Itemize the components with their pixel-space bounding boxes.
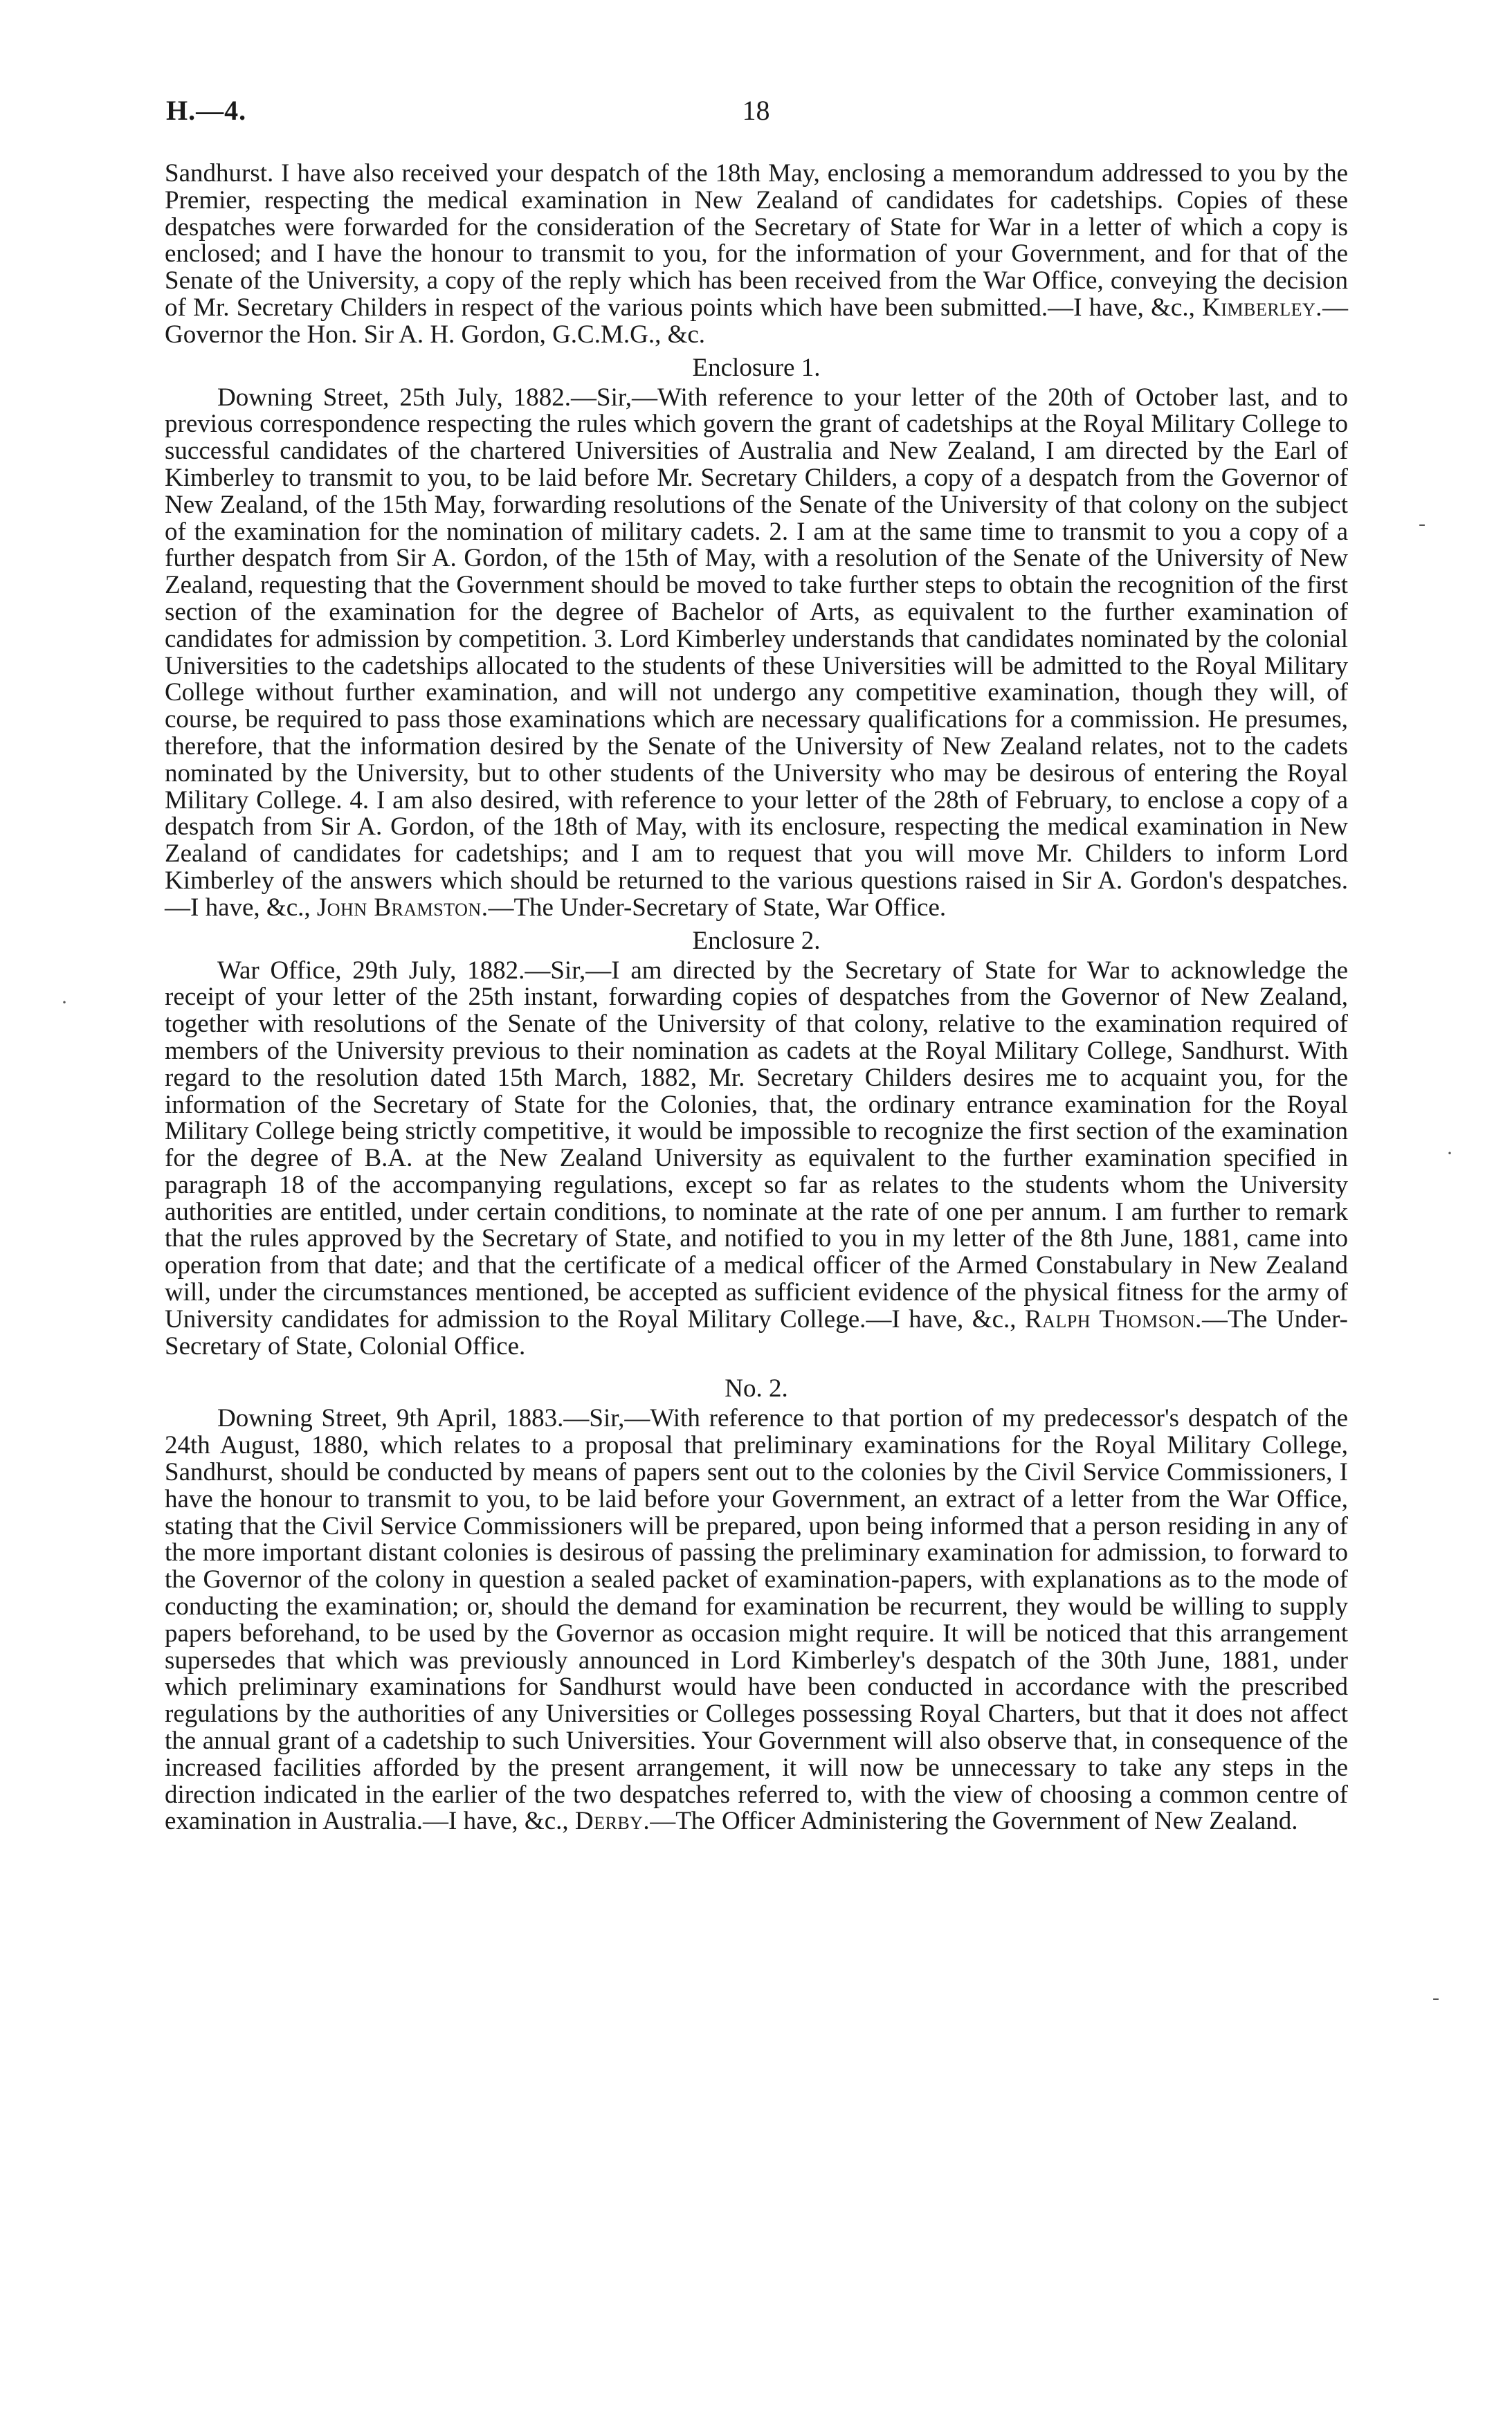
enclosure-1-text: Downing Street, 25th July, 1882.—Sir,—With reference to your letter of the 20th of October last, and to previous correspondence respecting the rules which govern the grant of cadetships at the Royal Military College to successful candidates of the chartered Universities of Australia and New Zealand, I am directed by the Earl of Kimberley to transmit to you, to be laid before Mr. Secretary Childers, a copy of a despatch from the Governor of New Zealand, of the 15th May, forwarding resolutions of the Senate of the University of that colony on the subject of the examination for the nomination of military cadets. 2. I am at the same time to transmit to you a copy of a further despatch from Sir A. Gordon, of the 15th of May, with a resolution of the Senate of the University of New Zealand, requesting that the Government should be moved to take further steps to obtain the recognition of the first section of the examination for the degree of Bachelor of Arts, as equivalent to the further examination of candidates for admission by competition. 3. Lord Kimberley understands that candidates nominated by the colonial Universities to the cadetships allocated to the students of these Universities will be admitted to the Royal Military College without further examination, and will not undergo any competitive examination, though they will, of course, be required to pass those examinations which are necessary qualifications for a commission. He presumes, therefore, that the information desired by the Senate of the University of New Zealand relates, not to the cadets nominated by the University, but to other students of the University who may be desirous of entering the Royal Military College. 4. I am also desired, with reference to your letter of the 28th of February, to enclose a copy of a despatch from Sir A. Gordon, of the 18th of May, with its enclosure, respecting the medical examination in New Zealand of candidates for cadetships; and I am to request that you will move Mr. Childers to inform Lord Kimberley of the answers which should be returned to the various questions raised in Sir A. Gordon's despatches.—I have, &c., xyxy=(165,383,1348,922)
no-2-addressee: —The Officer Administering the Government of New Zealand. xyxy=(650,1807,1298,1836)
opening-paragraph xyxy=(165,161,1348,349)
margin-speck-mark: · xyxy=(61,991,68,1014)
margin-speck-mark: - xyxy=(1419,512,1426,535)
no-2-paragraph xyxy=(165,1405,1348,1835)
enclosure-2-heading: Enclosure 2. xyxy=(692,926,821,955)
page-number: 18 xyxy=(742,95,770,126)
enclosure-1-paragraph xyxy=(165,385,1348,922)
opening-signature: Kimberley. xyxy=(1202,293,1322,322)
enclosure-1-signature: John Bramston. xyxy=(316,893,489,922)
running-header xyxy=(0,94,1512,133)
enclosure-2-paragraph xyxy=(165,958,1348,1361)
opening-addressee: —Governor the Hon. Sir A. H. Gordon, G.C.M.G., &c. xyxy=(165,293,1348,349)
no-2-signature: Derby. xyxy=(574,1807,650,1836)
no-2-heading: No. 2. xyxy=(725,1374,788,1403)
enclosure-2-addressee: —The Under-Secretary of State, Colonial Office. xyxy=(165,1304,1348,1361)
margin-speck-mark: · xyxy=(1446,1142,1453,1165)
enclosure-1-heading: Enclosure 1. xyxy=(692,353,821,382)
margin-speck-mark: - xyxy=(1432,1986,1439,2009)
enclosure-2-text: War Office, 29th July, 1882.—Sir,—I am directed by the Secretary of State for War to acknowledge the receipt of your letter of the 25th instant, forwarding copies of despatches from the Governor of New Zealand, together with resolutions of the Senate of the University of that colony, relative to the examination required of members of the University previous to their nomination as cadets at the Royal Military College, Sandhurst. With regard to the resolution dated 15th March, 1882, Mr. Secretary Childers desires me to acquaint you, for the information of the Secretary of State for the Colonies, that, the ordinary entrance examination for the Royal Military College being strictly competitive, it would be impossible to recognize the first section of the examination for the degree of B.A. at the New Zealand University as equivalent to the further examination specified in paragraph 18 of the accompanying regulations, except so far as relates to the students whom the University authorities are entitled, under certain conditions, to nominate at the rate of one per annum. I am further to remark that the rules approved by the Secretary of State, and notified to you in my letter of the 8th June, 1881, came into operation from that date; and that the certificate of a medical officer of the Armed Constabulary in New Zealand will, under the circumstances mentioned, be accepted as sufficient evidence of the physical fitness for the army of University candidates for admission to the Royal Military College.—I have, &c., xyxy=(165,956,1348,1334)
page-body xyxy=(165,161,1348,1835)
series-mark: H.—4. xyxy=(166,95,247,126)
opening-text: Sandhurst. I have also received your despatch of the 18th May, enclosing a memorandum addressed to you by the Premier, respecting the medical examination in New Zealand of candidates for cadetships. Copies of these despatches were forwarded for the consideration of the Secretary of State for War in a letter of which a copy is enclosed; and I have the honour to transmit to you, for the information of your Government, and for that of the Senate of the University, a copy of the reply which has been received from the War Office, conveying the decision of Mr. Secretary Childers in respect of the various points which have been submitted.—I have, &c., xyxy=(165,159,1348,322)
enclosure-2-signature: Ralph Thomson. xyxy=(1025,1304,1202,1334)
no-2-text: Downing Street, 9th April, 1883.—Sir,—With reference to that portion of my predecessor's despatch of the 24th August, 1880, which relates to a proposal that preliminary examinations for the Royal Military College, Sandhurst, should be conducted by means of papers sent out to the colonies by the Civil Service Commissioners, I have the honour to transmit to you, to be laid before your Government, an extract of a letter from the War Office, stating that the Civil Service Commissioners will be prepared, upon being informed that a person residing in any of the more important distant colonies is desirous of passing the preliminary examination for admission, to forward to the Governor of the colony in question a sealed packet of examination-papers, with explanations as to the mode of conducting the examination; or, should the demand for examination be recurrent, they would be willing to supply papers beforehand, to be used by the Governor as occasion might require. It will be noticed that this arrangement supersedes that which was previously announced in Lord Kimberley's despatch of the 30th June, 1881, under which preliminary examinations for Sandhurst would have been conducted in accordance with the prescribed regulations by the authorities of any Universities or Colleges possessing Royal Charters, but that it does not affect the annual grant of a cadetship to such Universities. Your Government will also observe that, in consequence of the increased facilities afforded by the present arrangement, it will now be unnecessary to take any steps in the direction indicated in the earlier of the two despatches referred to, with the view of choosing a common centre of examination in Australia.—I have, &c., xyxy=(165,1404,1348,1836)
enclosure-1-addressee: —The Under-Secretary of State, War Office. xyxy=(488,893,947,922)
